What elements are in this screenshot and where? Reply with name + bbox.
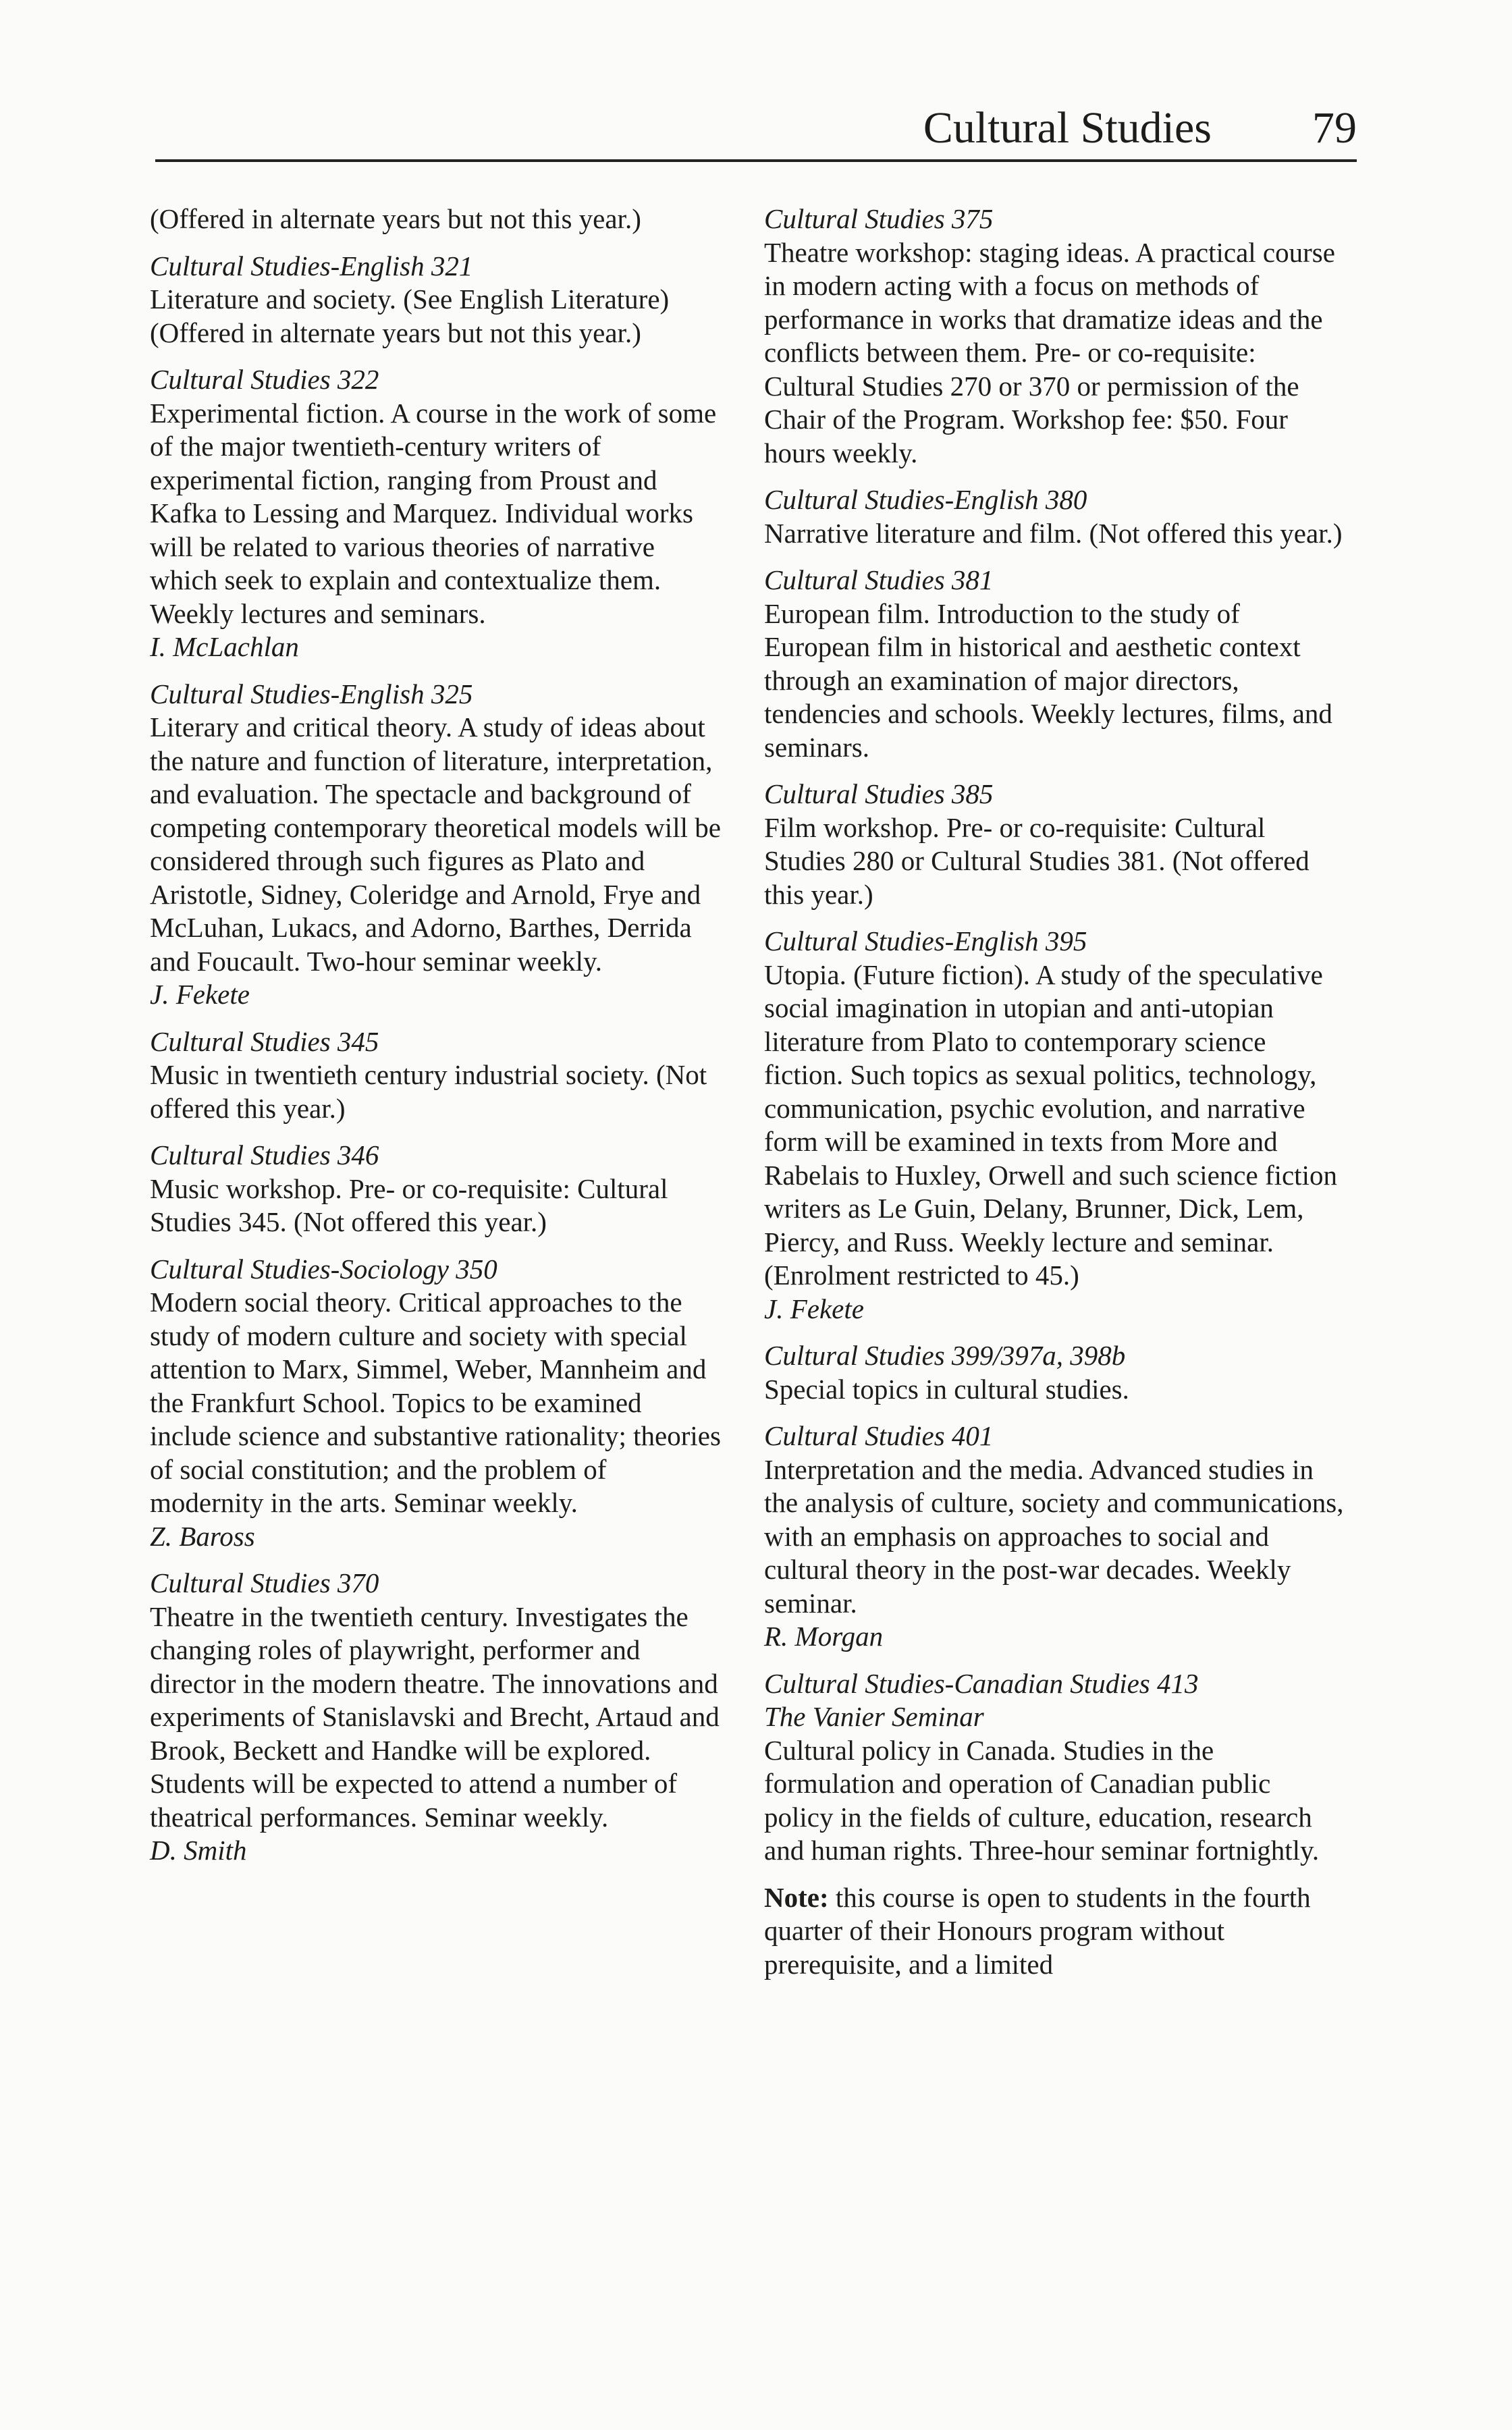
course-note	[764, 1881, 1345, 1982]
course-code: Cultural Studies 385	[764, 778, 994, 809]
course-code: Cultural Studies-English 321	[150, 250, 473, 281]
page-number: 79	[1312, 103, 1357, 153]
course-description: Literature and society. (See English Literature) (Offered in alternate years but not this year.)	[150, 284, 670, 348]
note-label: Note:	[764, 1881, 829, 1913]
course-entry	[764, 1420, 1345, 1654]
course-description: Film workshop. Pre- or co-requisite: Cultural Studies 280 or Cultural Studies 381. (Not offered this year.)	[764, 811, 1310, 910]
course-entry	[150, 202, 724, 236]
course-entry	[764, 1339, 1345, 1406]
course-description: Modern social theory. Critical approaches to the study of modern culture and society with special attention to Marx, Simmel, Weber, Mannheim and the Frankfurt School. Topics to be examined include science and substantive rationality; theories of social constitution; and the problem of modernity in the arts. Seminar weekly.	[150, 1287, 721, 1518]
course-instructor: D. Smith	[150, 1835, 247, 1866]
right-column-entries	[764, 202, 1345, 1868]
course-description: Theatre workshop: staging ideas. A practical course in modern acting with a focus on methods of performance in works that dramatize ideas and the conflicts between them. Pre- or co-requisite: Cultural Studies 270 or 370 or permission of the Chair of the Program. Workshop fee: $50. Four hours weekly.	[764, 236, 1335, 468]
course-description: (Offered in alternate years but not this year.)	[150, 203, 641, 234]
note-text: this course is open to students in the fourth quarter of their Honours program without prerequisite, and a limited	[764, 1881, 1311, 1980]
course-code: Cultural Studies-English 395	[764, 925, 1087, 956]
course-code: Cultural Studies 399/397a, 398b	[764, 1340, 1126, 1371]
course-entry	[764, 925, 1345, 1326]
course-entry	[150, 1025, 724, 1126]
course-description: European film. Introduction to the study of European film in historical and aesthetic context through an examination of major directors, tendencies and schools. Weekly lectures, films, and seminars.	[764, 597, 1332, 763]
course-code: Cultural Studies 401	[764, 1420, 994, 1451]
left-column	[150, 202, 724, 1881]
course-code: Cultural Studies 346	[150, 1139, 379, 1170]
course-entry	[150, 1253, 724, 1554]
course-description: Experimental fiction. A course in the work of some of the major twentieth-century writers of experimental fiction, ranging from Proust and Kafka to Lessing and Marquez. Individual works will be related to various theories of narrative which seek to explain and contextualize them. Weekly lectures and seminars.	[150, 397, 717, 629]
course-description: Utopia. (Future fiction). A study of the speculative social imagination in utopian and anti-utopian literature from Plato to contemporary science fiction. Such topics as sexual politics, technology, communication, psychic evolution, and narrative form will be examined in texts from More and Rabelais to Huxley, Orwell and such science fiction writers as Le Guin, Delany, Brunner, Dick, Lem, Piercy, and Russ. Weekly lecture and seminar. (Enrolment restricted to 45.)	[764, 959, 1337, 1291]
course-code: Cultural Studies-English 325	[150, 678, 473, 709]
course-description: Music workshop. Pre- or co-requisite: Cultural Studies 345. (Not offered this year.)	[150, 1172, 668, 1237]
course-entry	[764, 483, 1345, 550]
course-description: Narrative literature and film. (Not offered this year.)	[764, 517, 1343, 549]
course-entry	[150, 250, 724, 350]
course-entry	[764, 778, 1345, 911]
course-instructor: Z. Baross	[150, 1520, 255, 1552]
course-subtitle: The Vanier Seminar	[764, 1701, 984, 1732]
course-entry	[150, 678, 724, 1012]
course-code: Cultural Studies 322	[150, 364, 379, 395]
course-code: Cultural Studies-Canadian Studies 413	[764, 1667, 1199, 1699]
right-column	[764, 202, 1345, 1995]
header-rule	[155, 159, 1357, 162]
course-entry	[150, 1139, 724, 1239]
course-description: Cultural policy in Canada. Studies in the formulation and operation of Canadian public policy in the fields of culture, education, research and human rights. Three-hour seminar fortnightly.	[764, 1734, 1320, 1866]
course-entry	[150, 1567, 724, 1868]
course-code: Cultural Studies 381	[764, 564, 994, 595]
course-instructor: I. McLachlan	[150, 631, 299, 662]
course-description: Special topics in cultural studies.	[764, 1373, 1129, 1405]
course-instructor: R. Morgan	[764, 1621, 884, 1652]
course-entry	[150, 363, 724, 664]
course-code: Cultural Studies 345	[150, 1025, 379, 1057]
course-code: Cultural Studies 370	[150, 1567, 379, 1598]
course-code: Cultural Studies-English 380	[764, 484, 1087, 515]
course-description: Music in twentieth century industrial society. (Not offered this year.)	[150, 1059, 707, 1124]
course-description: Literary and critical theory. A study of ideas about the nature and function of literature, interpretation, and evaluation. The spectacle and background of competing contemporary theoretical models will be considered through such figures as Plato and Aristotle, Sidney, Coleridge and Arnold, Frye and McLuhan, Lukacs, and Adorno, Barthes, Derrida and Foucault. Two-hour seminar weekly.	[150, 711, 721, 977]
running-title: Cultural Studies	[923, 103, 1212, 153]
course-code: Cultural Studies 375	[764, 203, 994, 234]
course-entry	[764, 1667, 1345, 1868]
page-header	[155, 101, 1357, 155]
course-entry	[764, 202, 1345, 470]
course-instructor: J. Fekete	[764, 1293, 864, 1324]
course-entry	[764, 564, 1345, 764]
course-description: Interpretation and the media. Advanced studies in the analysis of culture, society and communications, with an emphasis on approaches to social and cultural theory in the post-war decades. Weekly seminar.	[764, 1453, 1344, 1619]
course-instructor: J. Fekete	[150, 979, 250, 1010]
course-code: Cultural Studies-Sociology 350	[150, 1253, 497, 1285]
course-description: Theatre in the twentieth century. Investigates the changing roles of playwright, performer and director in the modern theatre. The innovations and experiments of Stanislavski and Brecht, Artaud and Brook, Beckett and Handke will be explored. Students will be expected to attend a number of theatrical performances. Seminar weekly.	[150, 1600, 720, 1833]
